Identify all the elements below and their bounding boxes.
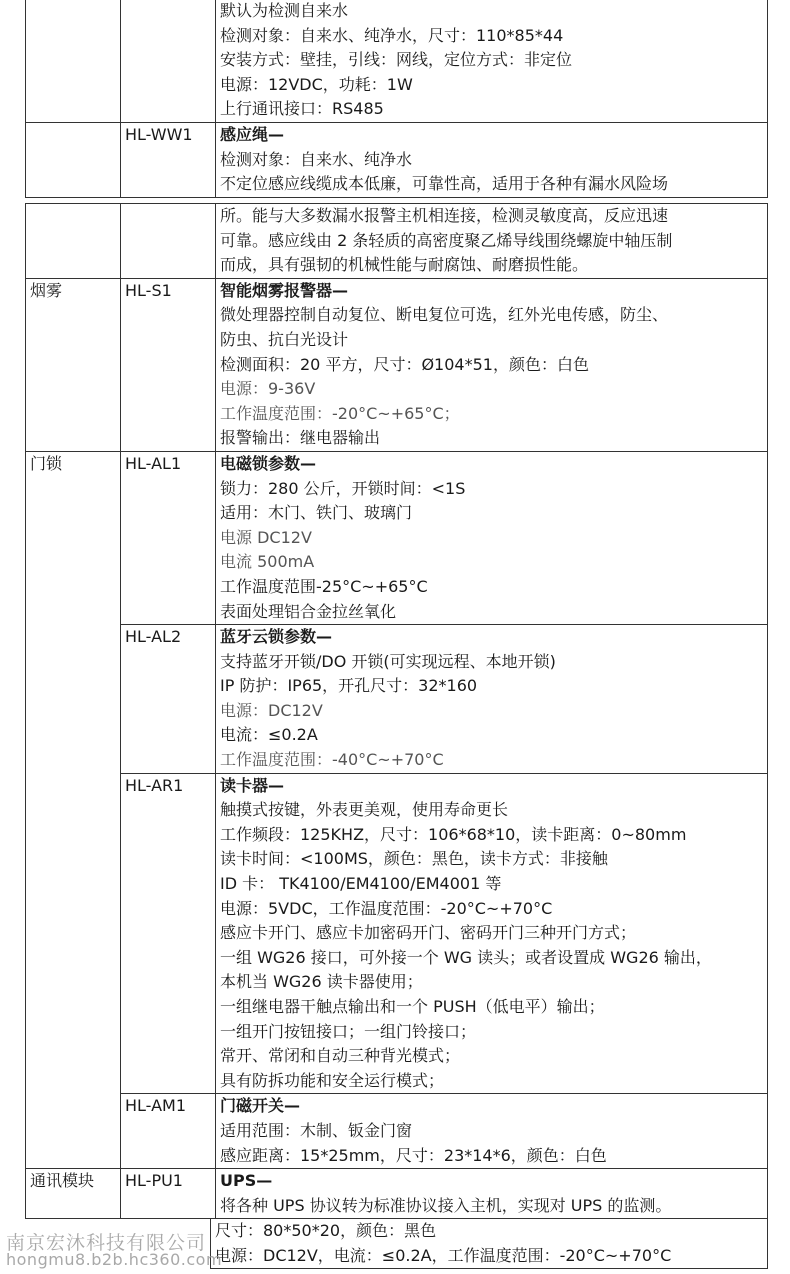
table-row bbox=[211, 1219, 768, 1269]
category-cell bbox=[26, 204, 121, 279]
spec-line: 不定位感应线缆成本低廉，可靠性高，适用于各种有漏水风险场 bbox=[220, 174, 669, 194]
spec-heading: 门磁开关— bbox=[220, 1096, 301, 1116]
spec-heading: 读卡器— bbox=[220, 775, 285, 795]
spec-line: 一组 WG26 接口，可外接一个 WG 读头；或者设置成 WG26 输出， bbox=[220, 947, 712, 967]
spec-line: 感应卡开门、感应卡加密码开门、密码开门三种开门方式； bbox=[220, 923, 637, 943]
spec-line: 检测面积：20 平方，尺寸：Ø104*51，颜色：白色 bbox=[220, 354, 589, 374]
spec-line: 一组开门按钮接口；一组门铃接口； bbox=[220, 1021, 477, 1041]
table-row-am1 bbox=[26, 1094, 768, 1169]
spec-cell bbox=[216, 122, 768, 197]
spec-line: 常开、常闭和自动三种背光模式； bbox=[220, 1046, 461, 1066]
model-cell bbox=[121, 1169, 216, 1219]
spec-line: 锁力：280 公斤，开锁时间：<1S bbox=[220, 478, 466, 498]
spec-cell bbox=[216, 278, 768, 451]
spec-line: 默认为检测自来水 bbox=[220, 1, 349, 20]
spec-line: 所。能与大多数漏水报警主机相连接，检测灵敏度高，反应迅速 bbox=[220, 206, 669, 225]
spec-line: ID 卡： TK4100/EM4100/EM4001 等 bbox=[220, 874, 502, 894]
table-row-al2 bbox=[26, 625, 768, 774]
model-label: HL-WW1 bbox=[125, 124, 193, 144]
spec-line: 而成，具有强韧的机械性能与耐腐蚀、耐磨损性能。 bbox=[220, 255, 589, 275]
spec-line: 电源：9-36V bbox=[220, 379, 316, 399]
spec-line: 电源：DC12V bbox=[220, 700, 323, 720]
spec-cell bbox=[216, 451, 768, 624]
model-label: HL-AL1 bbox=[125, 453, 182, 473]
spec-line: 尺寸：80*50*20，颜色：黑色 bbox=[215, 1221, 437, 1240]
spec-heading: 智能烟雾报警器— bbox=[220, 280, 349, 300]
model-label: HL-AM1 bbox=[125, 1096, 187, 1116]
spec-line: 读卡时间：<100MS，颜色：黑色，读卡方式：非接触 bbox=[220, 849, 608, 869]
spec-cell bbox=[216, 1169, 768, 1219]
spec-line: 适用范围：木制、钣金门窗 bbox=[220, 1120, 413, 1140]
model-cell bbox=[121, 625, 216, 774]
spec-table-main bbox=[25, 203, 768, 1219]
model-cell bbox=[121, 451, 216, 624]
model-label: HL-AR1 bbox=[125, 775, 184, 795]
model-cell bbox=[121, 122, 216, 197]
spec-line: 电源：12VDC，功耗：1W bbox=[220, 74, 413, 94]
spec-heading: UPS— bbox=[220, 1171, 273, 1191]
model-cell bbox=[121, 278, 216, 451]
category-cell bbox=[26, 1094, 121, 1169]
model-cell bbox=[121, 773, 216, 1094]
spec-heading: 电磁锁参数— bbox=[220, 453, 317, 473]
spec-line: 电源 DC12V bbox=[220, 527, 312, 547]
spec-line: 电流 500mA bbox=[220, 552, 315, 572]
model-cell bbox=[121, 0, 216, 122]
category-label: 通讯模块 bbox=[30, 1171, 95, 1191]
model-label: HL-PU1 bbox=[125, 1171, 183, 1191]
category-cell bbox=[26, 1169, 121, 1219]
spec-cell bbox=[216, 1094, 768, 1169]
spec-line: 本机当 WG26 读卡器使用； bbox=[220, 972, 423, 992]
watermark-company: 南京宏沐科技有限公司 bbox=[6, 1232, 207, 1254]
spec-line: 电源：5VDC，工作温度范围：-20°C~+70°C bbox=[220, 898, 553, 918]
spec-line: 一组继电器干触点输出和一个 PUSH（低电平）输出； bbox=[220, 997, 605, 1016]
model-label: HL-S1 bbox=[125, 280, 172, 300]
table-row bbox=[26, 0, 768, 122]
spec-line: 工作温度范围：-40°C~+70°C bbox=[220, 750, 444, 770]
spec-line: 触摸式按键，外表更美观，使用寿命更长 bbox=[220, 800, 509, 820]
category-cell bbox=[26, 451, 121, 624]
spec-cell bbox=[216, 773, 768, 1094]
spec-line: 微处理器控制自动复位、断电复位可选，红外光电传感，防尘、 bbox=[220, 305, 669, 325]
spec-line: 检测对象：自来水、纯净水，尺寸：110*85*44 bbox=[220, 25, 564, 45]
spec-line: 电流：≤0.2A bbox=[220, 725, 318, 745]
spec-line: 报警输出：继电器输出 bbox=[220, 428, 381, 448]
spec-line: 工作频段：125KHZ，尺寸：106*68*10，读卡距离：0~80mm bbox=[220, 824, 687, 844]
table-row bbox=[26, 122, 768, 197]
spec-line: 工作温度范围：-20°C~+65°C； bbox=[220, 403, 460, 423]
table-row bbox=[26, 204, 768, 279]
table-row-al1 bbox=[26, 451, 768, 624]
spec-line: 工作温度范围-25°C~+65°C bbox=[220, 576, 428, 596]
spec-line: 检测对象：自来水、纯净水 bbox=[220, 149, 413, 169]
spec-line: 感应距离：15*25mm，尺寸：23*14*6，颜色：白色 bbox=[220, 1145, 607, 1165]
spec-heading: 蓝牙云锁参数— bbox=[220, 627, 333, 647]
spec-line: 支持蓝牙开锁/DO 开锁(可实现远程、本地开锁) bbox=[220, 651, 556, 671]
spec-line: 可靠。感应线由 2 条轻质的高密度聚乙烯导线围绕螺旋中轴压制 bbox=[220, 230, 673, 250]
spec-table-bottom bbox=[210, 1218, 768, 1269]
category-cell bbox=[26, 625, 121, 774]
category-label: 烟雾 bbox=[30, 280, 63, 300]
model-cell bbox=[121, 204, 216, 279]
category-cell bbox=[26, 122, 121, 197]
watermark-url: hongmu8.b2b.hc360.com bbox=[6, 1250, 223, 1269]
spec-line: 具有防拆功能和安全运行模式； bbox=[220, 1070, 445, 1090]
spec-line: 表面处理铝合金拉丝氧化 bbox=[220, 601, 397, 621]
spec-heading: 感应绳— bbox=[220, 124, 285, 144]
spec-line: 防虫、抗白光设计 bbox=[220, 329, 349, 349]
category-label: 门锁 bbox=[30, 453, 63, 473]
table-row-smoke bbox=[26, 278, 768, 451]
spec-line: 安装方式：壁挂，引线：网线，定位方式：非定位 bbox=[220, 50, 573, 70]
spec-cell bbox=[216, 625, 768, 774]
model-label: HL-AL2 bbox=[125, 627, 182, 647]
table-row-pu1 bbox=[26, 1169, 768, 1219]
table-row-ar1 bbox=[26, 773, 768, 1094]
model-cell bbox=[121, 1094, 216, 1169]
spec-line: 适用：木门、铁门、玻璃门 bbox=[220, 503, 413, 523]
spec-table-top bbox=[25, 0, 768, 198]
category-cell bbox=[26, 0, 121, 122]
category-cell bbox=[26, 278, 121, 451]
spec-cell bbox=[216, 204, 768, 279]
category-cell bbox=[26, 773, 121, 1094]
spec-cell bbox=[216, 0, 768, 122]
spec-line: 电源：DC12V，电流：≤0.2A，工作温度范围：-20°C~+70°C bbox=[215, 1245, 672, 1265]
spec-line: 将各种 UPS 协议转为标准协议接入主机，实现对 UPS 的监测。 bbox=[220, 1195, 672, 1215]
spec-line: 上行通讯接口：RS485 bbox=[220, 99, 384, 119]
spec-line: IP 防护：IP65，开孔尺寸：32*160 bbox=[220, 676, 478, 696]
spec-cell bbox=[211, 1219, 768, 1269]
